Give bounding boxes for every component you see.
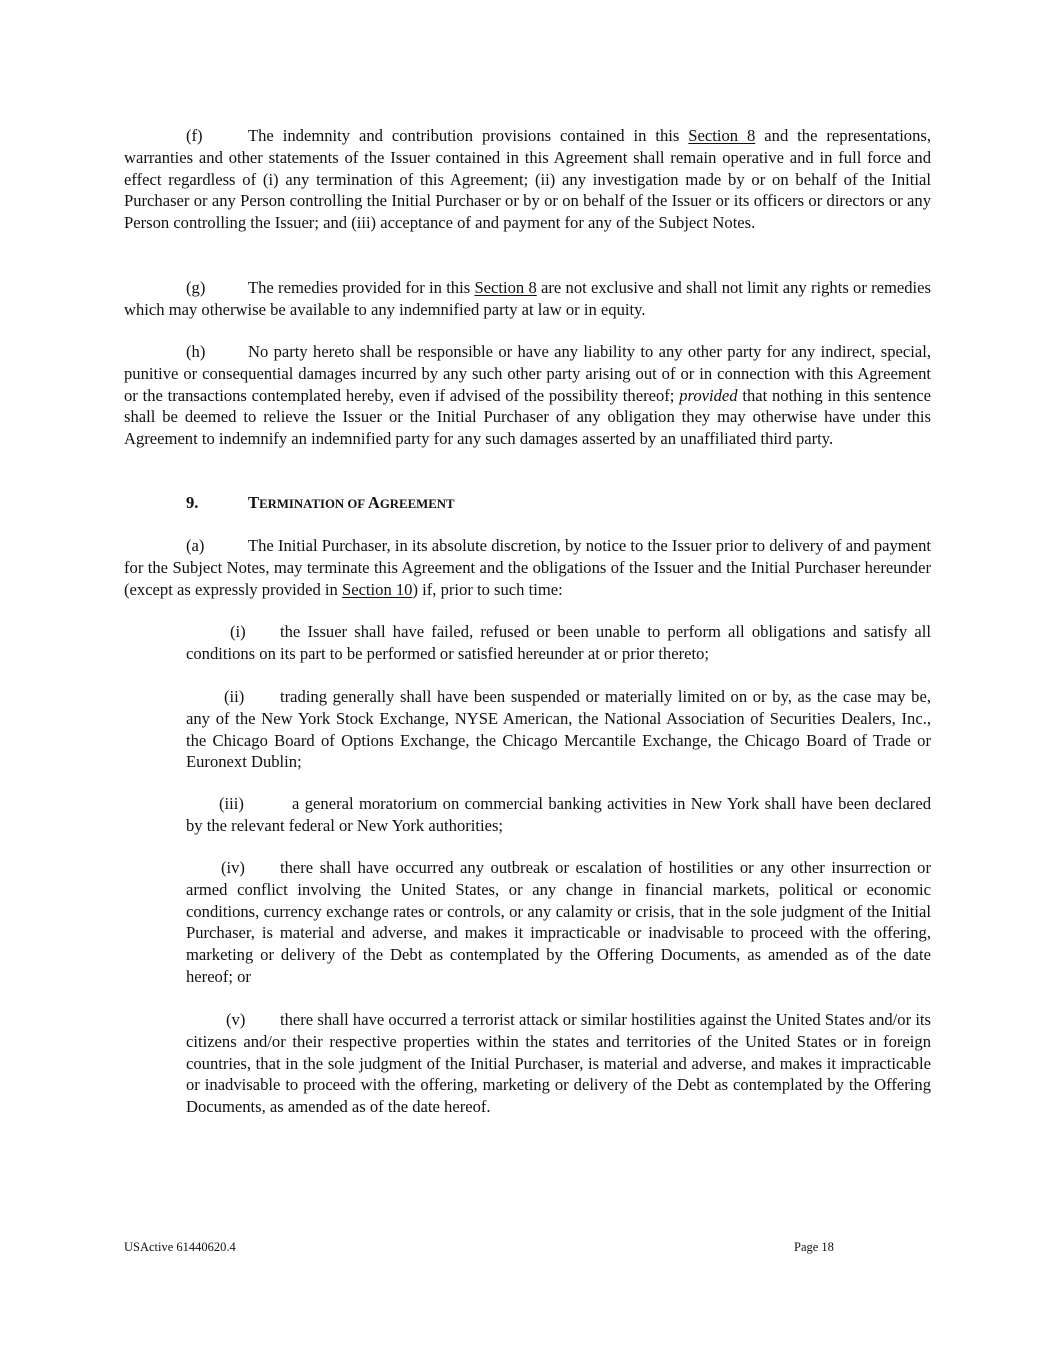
- list-item-label: (v): [226, 1010, 246, 1029]
- list-item-label: (i): [230, 622, 246, 641]
- list-item-label: (ii): [224, 687, 245, 706]
- paragraph-f: (f) The indemnity and contribution provisions contained in this Section 8 and the representations, warranties and other statements of the Issuer contained in this Agreement shall remain operative and in full force and effect regardless of (i) any termination of this Agreement; (ii) any investigation made by or on behalf of the Initial Purchaser or any Person controlling the Initial Purchaser or by or on behalf of the Issuer or its officers or directors or any Person controlling the Issuer; and (iii) acceptance of and payment for any of the Subject Notes.: [124, 126, 932, 233]
- paragraph-label: (a): [186, 536, 205, 555]
- section-number: 9.: [186, 493, 199, 512]
- list-item-label: (iv): [221, 858, 245, 877]
- page-number: Page 18: [794, 1240, 834, 1254]
- list-item: (iii) a general moratorium on commercial banking activities in New York shall have been declared by the relevant federal or New York authorities;: [186, 794, 931, 835]
- paragraph-g: (g) The remedies provided for in this Section 8 are not exclusive and shall not limit any rights or remedies which may otherwise be available to any indemnified party at law or in equity.: [124, 278, 931, 319]
- list-item: (i) the Issuer shall have failed, refused or been unable to perform all obligations and satisfy all conditions on its part to be performed or satisfied hereunder at or prior thereto;: [186, 622, 931, 663]
- section-8-reference[interactable]: Section 8: [688, 126, 756, 145]
- paragraph-a: (a) The Initial Purchaser, in its absolute discretion, by notice to the Issuer prior to delivery of and payment for the Subject Notes, may terminate this Agreement and the obligations of the Issuer and the Initial Purchaser hereunder (except as expressly provided in Section 10) if, prior to such time:: [124, 536, 931, 599]
- list-item-label: (iii): [219, 794, 244, 813]
- paragraph-label: (h): [186, 342, 206, 361]
- provided-emphasis: provided: [679, 385, 738, 405]
- list-item: (iv) there shall have occurred any outbreak or escalation of hostilities or any other insurrection or armed conflict involving the United States, or any change in financial markets, political or economic conditions, currency exchange rates or controls, or any calamity or crisis, that in the sole judgment of the Initial Purchaser, is material and adverse, and makes it impracticable or inadvisable to proceed with the offering, marketing or delivery of the Debt as contemplated by the Offering Documents, as amended as of the date hereof; or: [186, 858, 931, 986]
- list-item: (v) there shall have occurred a terrorist attack or similar hostilities against the United States and/or its citizens and/or their respective properties within the states and territories of the United States or in foreign countries, that in the sole judgment of the Initial Purchaser, is material and adverse, and makes it impracticable or inadvisable to proceed with the offering, marketing or delivery of the Debt as contemplated by the Offering Documents, as amended as of the date hereof.: [186, 1010, 931, 1117]
- document-id: USActive 61440620.4: [124, 1240, 236, 1254]
- paragraph-h: (h) No party hereto shall be responsible or have any liability to any other party for any indirect, special, punitive or consequential damages incurred by any such other party arising out of or in connection with this Agreement or the transactions contemplated hereby, even if advised of the possibility thereof; provided that nothing in this sentence shall be deemed to relieve the Issuer or the Initial Purchaser of any obligation they may otherwise have under this Agreement to indemnify an indemnified party for any such damages asserted by an unaffiliated third party.: [124, 342, 931, 449]
- section-10-reference[interactable]: Section 10: [341, 579, 413, 599]
- section-8-reference[interactable]: Section 8: [474, 278, 537, 297]
- section-heading: [186, 493, 455, 513]
- section-title: TERMINATION OF AGREEMENT: [248, 493, 455, 512]
- paragraph-label: (f): [186, 126, 203, 145]
- list-item: (ii) trading generally shall have been suspended or materially limited on or by, as the case may be, any of the New York Stock Exchange, NYSE American, the National Association of Securities Dealers, Inc., the Chicago Board of Options Exchange, the Chicago Mercantile Exchange, the Chicago Board of Trade or Euronext Dublin;: [186, 687, 931, 772]
- paragraph-label: (g): [186, 278, 206, 297]
